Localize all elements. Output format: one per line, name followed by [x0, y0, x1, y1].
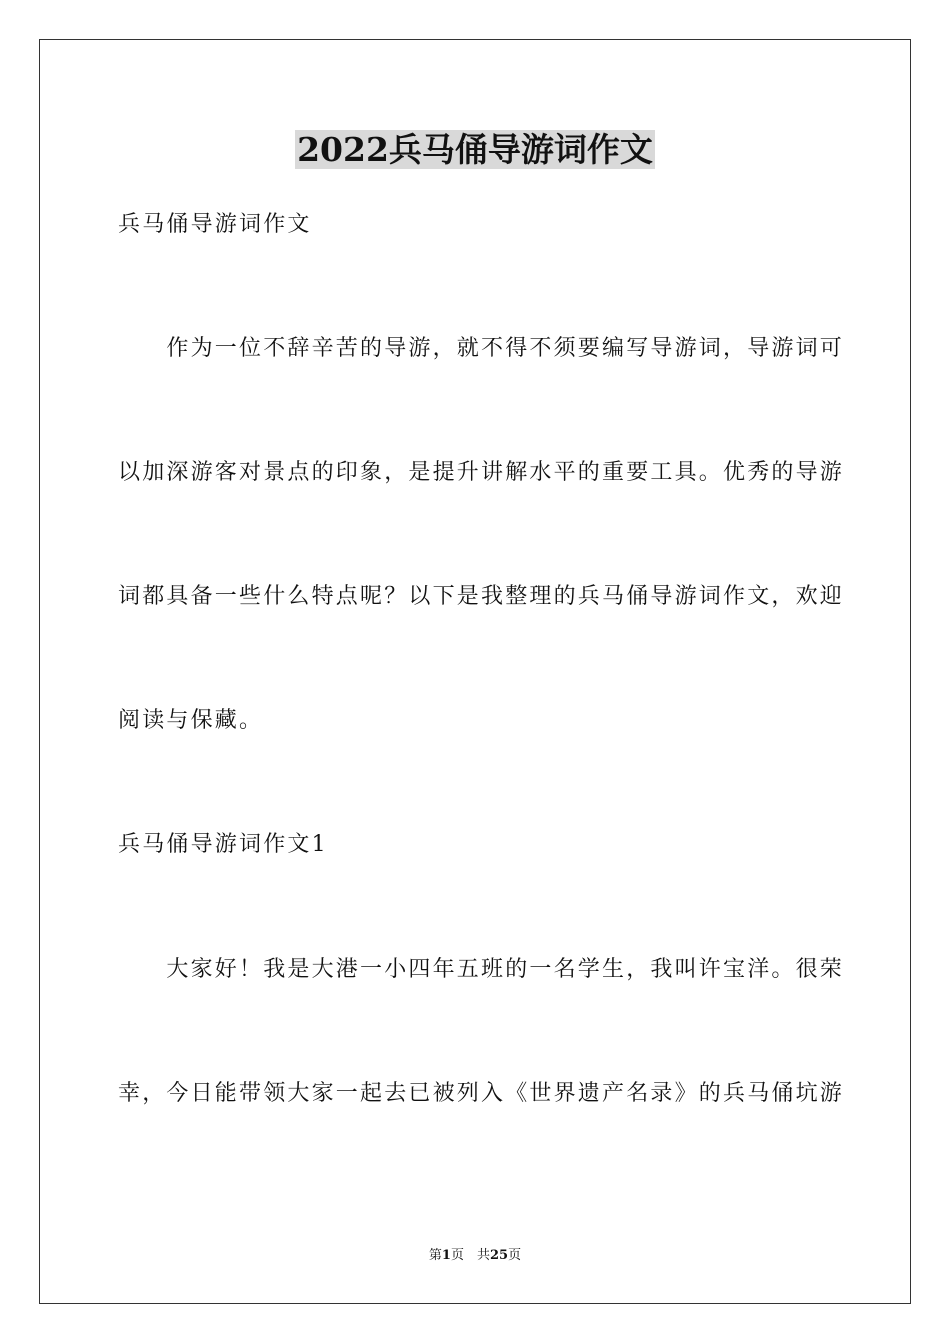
footer-current-page: 1 — [441, 1248, 451, 1263]
paragraph-line: 幸，今日能带领大家一起去已被列入《世界遗产名录》的兵马俑坑游 — [118, 1081, 845, 1106]
paragraph-line: 阅读与保藏。 — [118, 708, 264, 733]
document-title — [0, 128, 950, 172]
paragraph-line: 词都具备一些什么特点呢？以下是我整理的兵马俑导游词作文，欢迎 — [118, 584, 845, 609]
paragraph-line: 大家好！我是大港一小四年五班的一名学生，我叫许宝洋。很荣 — [118, 957, 845, 982]
paragraph-line: 作为一位不辞辛苦的导游，就不得不须要编写导游词，导游词可 — [118, 336, 845, 361]
paragraph-line: 以加深游客对景点的印象，是提升讲解水平的重要工具。优秀的导游 — [118, 460, 845, 485]
footer-page-mid: 页 共 — [450, 1248, 490, 1263]
section-heading: 兵马俑导游词作文 — [118, 212, 312, 237]
page-footer — [0, 1247, 950, 1265]
footer-total-pages: 25 — [489, 1248, 509, 1263]
footer-page-prefix: 第 — [428, 1248, 442, 1263]
footer-page-suffix: 页 — [508, 1248, 522, 1263]
document-title-text: 2022兵马俑导游词作文 — [297, 130, 653, 169]
section-heading: 兵马俑导游词作文1 — [118, 832, 328, 857]
